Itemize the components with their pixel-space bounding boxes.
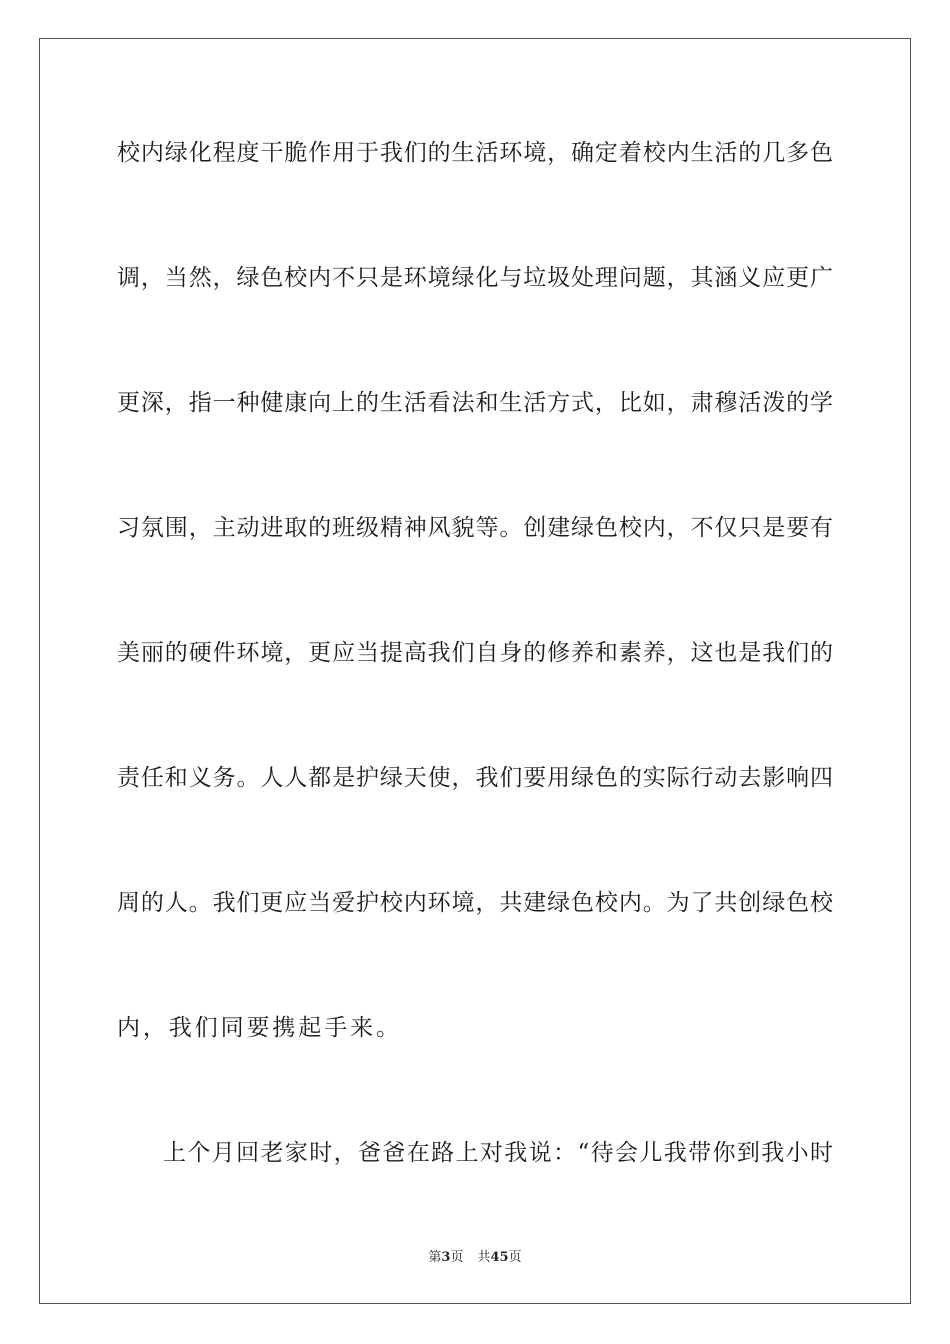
page-number: 3 <box>441 1250 451 1265</box>
page-footer <box>0 1246 950 1265</box>
total-prefix: 共 <box>477 1250 491 1265</box>
document-body <box>117 122 833 1247</box>
paragraph-line: 责任和义务。人人都是护绿天使，我们要用绿色的实际行动去影响四 <box>117 765 833 791</box>
paragraph-line: 习氛围，主动进取的班级精神风貌等。创建绿色校内，不仅只是要有 <box>117 515 833 541</box>
total-suffix: 页 <box>508 1250 522 1265</box>
paragraph-line: 校内绿化程度干脆作用于我们的生活环境，确定着校内生活的几多色 <box>117 140 833 166</box>
page-suffix: 页 <box>450 1250 464 1265</box>
page-prefix: 第 <box>428 1250 442 1265</box>
paragraph-line: 更深，指一种健康向上的生活看法和生活方式，比如，肃穆活泼的学 <box>117 390 833 416</box>
paragraph-line: 美丽的硬件环境，更应当提高我们自身的修养和素养，这也是我们的 <box>117 640 833 666</box>
paragraph-line: 周的人。我们更应当爱护校内环境，共建绿色校内。为了共创绿色校 <box>117 890 833 916</box>
paragraph-line: 调，当然，绿色校内不只是环境绿化与垃圾处理问题，其涵义应更广 <box>117 265 833 291</box>
total-pages: 45 <box>490 1250 509 1265</box>
paragraph-line: 内，我们同要携起手来。 <box>117 1015 402 1041</box>
paragraph-line: 上个月回老家时，爸爸在路上对我说：“待会儿我带你到我小时 <box>163 1140 833 1166</box>
